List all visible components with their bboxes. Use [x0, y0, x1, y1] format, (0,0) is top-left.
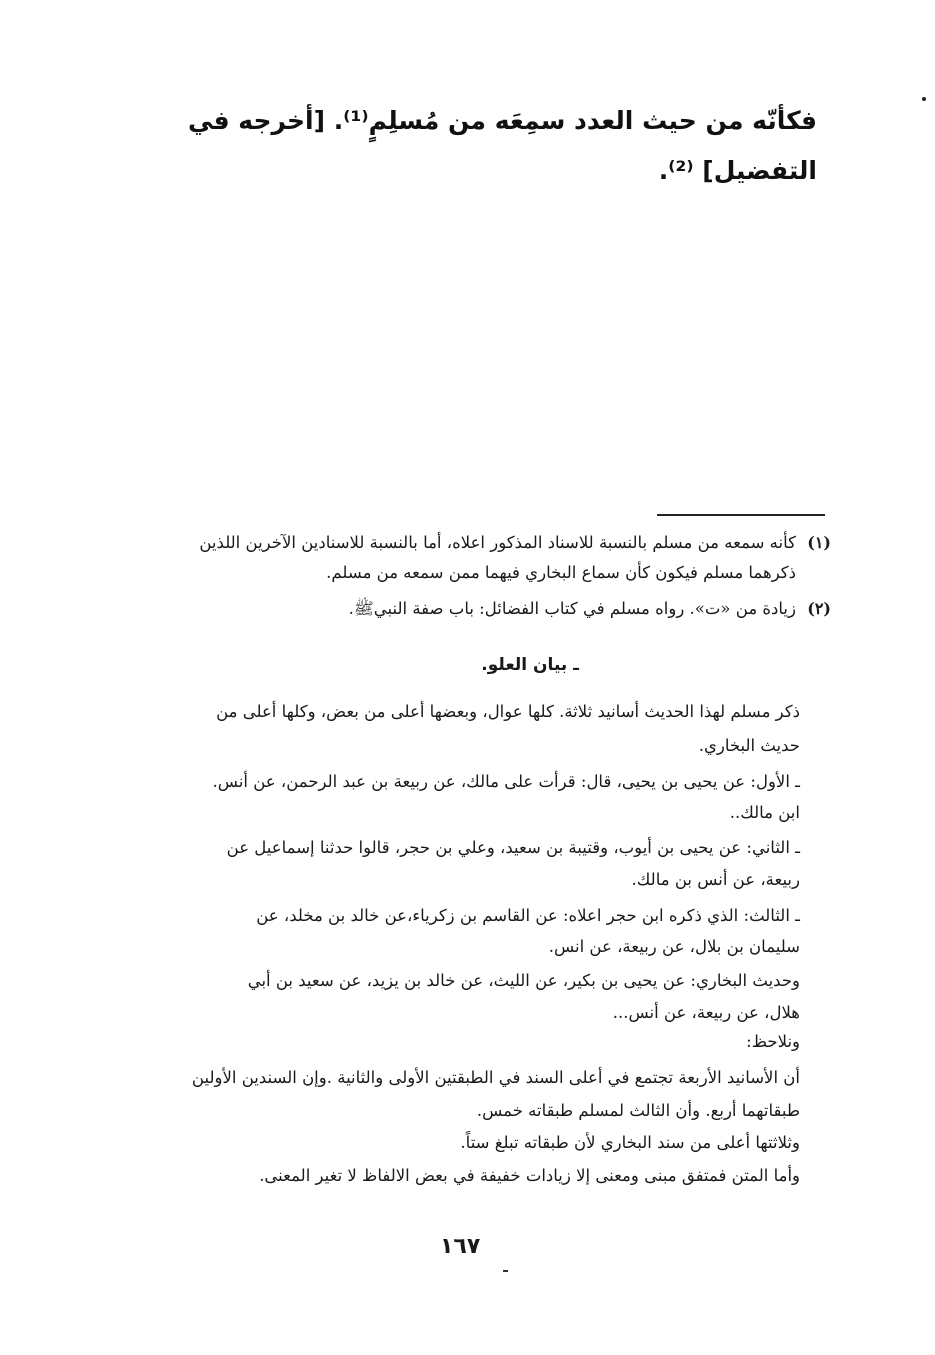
body-line-15: وأما المتن فمتفق مبنى ومعنى إلا زيادات خفيفة في بعض الالفاظ لا تغير المعنى.	[259, 1166, 800, 1185]
body-line-14: وثلاثتها أعلى من سند البخاري لأن طبقاته تبلغ ستاً.	[460, 1133, 800, 1152]
page-speck	[922, 97, 926, 101]
body-line-4: ابن مالك..	[729, 803, 800, 822]
page-number: ١٦٧	[440, 1234, 481, 1259]
footnote-separator	[657, 514, 825, 516]
section-heading: ـ بيان العلو.	[481, 655, 579, 675]
body-line-13: طبقاتهما أربع. وأن الثالث لمسلم طبقاته خمس.	[476, 1101, 800, 1120]
body-line-10: هلال، عن ربيعة، عن أنس...	[612, 1003, 800, 1022]
page-number-mark	[503, 1270, 508, 1272]
body-line-2: حديث البخاري.	[698, 736, 800, 755]
footnote-1-line-1: كأنه سمعه من مسلم بالنسبة للاسناد المذكور اعلاه، أما بالنسبة للاسنادين الآخرين اللذين	[199, 533, 796, 552]
footnote-1-line-2: ذكرهما مسلم فيكون كأن سماع البخاري فيهما ممن سمعه من مسلم.	[326, 563, 796, 582]
main-text-line-1: فكأنّه من حيث العدد سمِعَه من مُسلِمٍ⁽¹⁾. [أخرجه في	[187, 106, 817, 135]
footnote-1-number: (١)	[807, 533, 831, 552]
body-line-1: ذكر مسلم لهذا الحديث أسانيد ثلاثة. كلها عوال، وبعضها أعلى من بعض، وكلها أعلى من	[216, 702, 800, 721]
body-line-9: وحديث البخاري: عن يحيى بن بكير، عن الليث، عن خالد بن يزيد، عن سعيد بن أبي	[247, 971, 800, 990]
body-line-12: أن الأسانيد الأربعة تجتمع في أعلى السند في الطبقتين الأولى والثانية .وإن السندين الأولين	[191, 1068, 800, 1087]
body-line-7: ـ الثالث: الذي ذكره ابن حجر اعلاه: عن القاسم بن زكرياء،عن خالد بن مخلد، عن	[256, 906, 800, 925]
footnote-2-number: (٢)	[807, 599, 831, 618]
body-line-3: ـ الأول: عن يحيى بن يحيى، قال: قرأت على مالك، عن ربيعة بن عبد الرحمن، عن أنس.	[212, 772, 800, 791]
body-line-5: ـ الثاني: عن يحيى بن أيوب، وقتيبة بن سعيد، وعلي بن حجر، قالوا حدثنا إسماعيل عن	[226, 838, 800, 857]
body-line-8: سليمان بن بلال، عن ربيعة، عن انس.	[548, 937, 800, 956]
body-line-11: ونلاحظ:	[746, 1032, 800, 1051]
footnote-2-line-1: زيادة من «ت». رواه مسلم في كتاب الفضائل: باب صفة النبيﷺ.	[348, 599, 796, 618]
main-text-line-2: التفضيل] ⁽²⁾.	[658, 156, 817, 185]
body-line-6: ربيعة، عن أنس بن مالك.	[631, 870, 800, 889]
